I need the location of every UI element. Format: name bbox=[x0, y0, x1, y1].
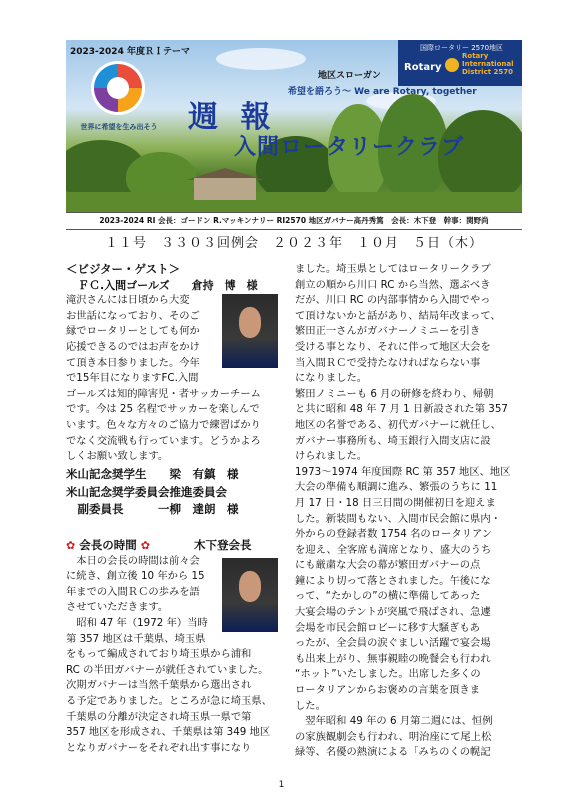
text-line: 創立の順から川口 RC から当然、選ぶべき bbox=[295, 278, 491, 291]
text-line: て頂けないかと話があり、結局年改まって、 bbox=[295, 309, 501, 322]
text-line: した。新装間もない、入間市民会館に県内・ bbox=[295, 512, 501, 525]
text-line: をもって編成されており埼玉県から浦和 bbox=[66, 648, 252, 661]
text-line: にも厳粛な大会の幕が繁田ガバナーの点 bbox=[295, 559, 481, 572]
text-line: RC の半田ガバナーが就任されていました。 bbox=[66, 663, 269, 676]
text-line: 1973～1974 年度国際 RC 第 357 地区、地区 bbox=[295, 465, 511, 478]
slogan-text: 希望を語ろう～ We are Rotary, together bbox=[288, 87, 477, 97]
text-line: 当入間ＲＣで受持たなければならない事 bbox=[295, 356, 481, 369]
text-line: に続き、創立後 10 年から 15 bbox=[66, 570, 205, 583]
text-line: ゴールズは知的障害児・者サッカーチーム bbox=[66, 387, 261, 400]
ri-theme-logo-icon bbox=[90, 60, 146, 116]
text-line: と共に昭和 48 年 7 月 1 日新設された第 357 bbox=[295, 403, 508, 416]
ri-theme-label: 2023-2024 年度ＲＩテーマ bbox=[70, 47, 190, 57]
text-line: 繁田ノミニーも 6 月の研修を終わり、帰朝 bbox=[295, 387, 494, 400]
text-line: 縁でロータリーとしても何か bbox=[66, 325, 200, 338]
flower-icon: ✿ bbox=[140, 539, 150, 552]
text-line: けられました。 bbox=[295, 450, 368, 463]
text-line: した。 bbox=[295, 699, 326, 712]
text-line: お世話になっており、そのご bbox=[66, 309, 200, 322]
rotary-wheel-icon bbox=[445, 58, 459, 72]
text-line: です。今は 25 名程でサッカーを楽しんで bbox=[66, 403, 260, 416]
text-line: でなく交流戦も行っています。どうかよろ bbox=[66, 434, 261, 447]
rotary-international-text: Rotary International District 2570 bbox=[462, 52, 514, 76]
slogan-label: 地区スローガン bbox=[318, 71, 381, 81]
text-line: 応援できるのではお声をかけ bbox=[66, 340, 200, 353]
president-photo bbox=[222, 558, 278, 632]
logo-caption: 世界に希望を生み出そう bbox=[80, 123, 158, 131]
guest-name: ＦＣ.入間ゴールズ 倉持 博 様 bbox=[78, 278, 258, 292]
page-number: 1 bbox=[278, 780, 285, 790]
scholarship-section bbox=[66, 466, 288, 519]
text-line: ました。埼玉県としてはロータリークラブ bbox=[295, 263, 491, 275]
building-shape bbox=[194, 178, 256, 200]
text-line: 地区の名誉である、初代ガバナーに就任し、 bbox=[295, 418, 501, 431]
text-line: を迎え、全客席も満席となり、盛大のうち bbox=[295, 543, 492, 556]
text-line: ガバナー事務所も、埼玉銀行入間支店に設 bbox=[295, 434, 491, 447]
text-line: 会場を市民会館ロビーに移す大騒ぎもあ bbox=[295, 621, 480, 634]
text-line: る予定でありました。ところが急に埼玉県、 bbox=[66, 694, 272, 707]
text-line: 繁田正一さんがガバナーノミニーを引き bbox=[295, 325, 481, 338]
text-line: させていただきます。 bbox=[66, 601, 169, 614]
page-title: 週 報 bbox=[188, 100, 277, 135]
text-line: 次期ガバナーは当然千葉県から選出され bbox=[66, 679, 252, 692]
district-label: 国際ロータリー 2570地区 bbox=[420, 44, 504, 52]
text-line: 本日の会長の時間は前々会 bbox=[66, 554, 200, 567]
cloud-shape bbox=[216, 48, 306, 70]
rotary-wordmark: Rotary bbox=[404, 62, 442, 73]
text-line: 第 357 地区は千葉県、埼玉県 bbox=[66, 632, 206, 645]
text-line: ったが、全会員の涙ぐましい活躍で宴会場 bbox=[295, 637, 491, 650]
right-column-text bbox=[295, 262, 523, 761]
text-line: て頂き本日参りました。今年 bbox=[66, 356, 200, 369]
text-line: 鐘により切って落とされました。午後にな bbox=[295, 574, 491, 587]
text-line: 昭和 47 年（1972 年）当時 bbox=[66, 616, 208, 629]
text-line: となりガバナーをそれぞれ出す事になり bbox=[66, 741, 252, 754]
text-line: います。色々な方々のご協力で練習ばかり bbox=[66, 418, 261, 431]
guest-photo bbox=[222, 294, 278, 368]
rotary-district-box bbox=[398, 40, 522, 86]
text-line: で15年目になりますFC.入間 bbox=[66, 372, 199, 385]
text-line: 大会の準備も順調に進み、繁張のうちに 11 bbox=[295, 481, 498, 494]
officers-line: 2023-2024 RI 会長：ゴードン R.マッキンナリー RI2570 地区ガバナー高丹秀篤 会長：木下登 幹事：関野尚 bbox=[66, 212, 522, 230]
text-line: も出来上がり、無事親睦の晩餐会も行われ bbox=[295, 652, 491, 665]
text-line: 年までの入間ＲＣの歩みを語 bbox=[66, 585, 200, 598]
scholar-line: 副委員長 一柳 達朗 様 bbox=[66, 502, 239, 516]
guest-heading: ＜ビジター・ゲスト＞ bbox=[66, 262, 181, 276]
text-line: になりました。 bbox=[295, 372, 368, 385]
text-line: 357 地区を形成され、千葉県は第 349 地区 bbox=[66, 726, 271, 739]
president-heading: 会長の時間 bbox=[79, 538, 137, 552]
flower-icon: ✿ bbox=[66, 539, 76, 552]
issue-line: １１号 ３３０３回例会 ２０２３年 １０月 ５日（木） bbox=[104, 236, 483, 251]
text-line: “ホット”いたしました。出席した多くの bbox=[295, 668, 481, 681]
text-line: 外からの登録者数 1754 名のロータリアン bbox=[295, 528, 493, 541]
text-line: って、“たかしの”の横に準備してあった bbox=[295, 590, 481, 603]
text-line: だが、川口 RC の内部事情から入間でやっ bbox=[295, 294, 491, 307]
scholar-line: 米山記念奨学生 梁 有鎮 様 bbox=[66, 467, 239, 481]
header-banner bbox=[66, 40, 522, 212]
lawn-shape bbox=[66, 192, 522, 212]
text-line: しくお願い致します。 bbox=[66, 450, 169, 463]
text-line: 受ける事となり、それに伴って地区大会を bbox=[295, 340, 491, 353]
text-line: 大宴会場のテントが突風で飛ばされ、急遽 bbox=[295, 606, 491, 619]
text-line: 緑等、名優の熱演による「みちのくの幌記 bbox=[295, 746, 491, 759]
text-line: 千葉県の分離が決定され埼玉県一県で第 bbox=[66, 710, 252, 723]
president-heading-row bbox=[66, 538, 288, 554]
president-name: 木下登会長 bbox=[193, 538, 252, 552]
text-line: ロータリアンからお褒めの言葉を頂きま bbox=[295, 684, 480, 697]
text-line: 月 17 日・18 日三日間の開催初日を迎えま bbox=[295, 496, 496, 509]
club-name: 入間ロータリークラブ bbox=[234, 135, 465, 160]
scholar-line: 米山記念奨学委員会推進委員会 bbox=[66, 484, 227, 499]
text-line: 翌年昭和 49 年の 6 月第二週には、恒例 bbox=[295, 715, 493, 728]
text-line: の家族観劇会も行われ、明治座にて尾上松 bbox=[295, 730, 492, 743]
text-line: 滝沢さんには日頃から大変 bbox=[66, 294, 190, 307]
